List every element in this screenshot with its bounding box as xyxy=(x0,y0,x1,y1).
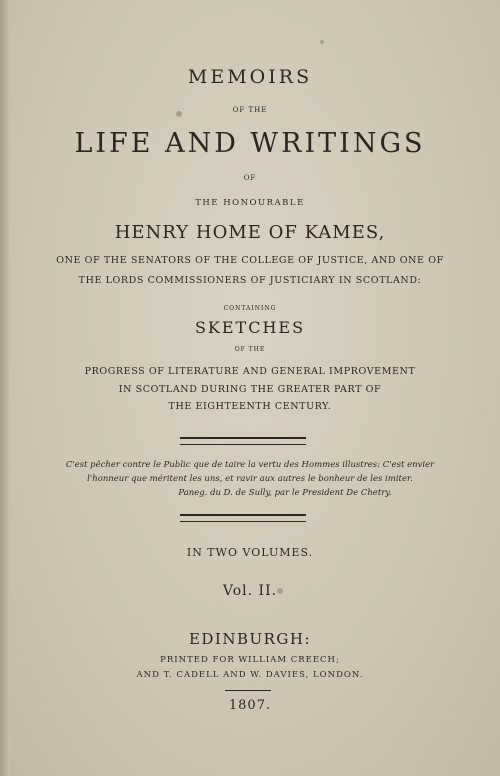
text-edinburgh: EDINBURGH: xyxy=(188,630,312,648)
text-progress-line-2: IN SCOTLAND DURING THE GREATER PART OF xyxy=(118,384,382,395)
text-progress-line-3: THE EIGHTEENTH CENTURY. xyxy=(168,401,332,412)
text-volume-number: Vol. II. xyxy=(222,583,278,599)
heading-author-name: HENRY HOME OF KAMES, xyxy=(114,222,386,243)
foxing-spot xyxy=(320,40,324,44)
text-in-two-volumes: IN TWO VOLUMES. xyxy=(186,546,314,559)
text-containing: CONTAINING xyxy=(223,305,277,312)
heading-life-writings: LIFE AND WRITINGS xyxy=(74,128,426,159)
text-of-the-2: OF THE xyxy=(234,346,266,353)
text-year: 1807. xyxy=(228,698,272,713)
epigraph-line-1: C'est pêcher contre le Public que de taire la vertu des Hommes illustres: C'est envier xyxy=(65,460,435,470)
text-cadell-davies: AND T. CADELL AND W. DAVIES, LONDON. xyxy=(136,670,364,680)
heading-sketches: SKETCHES xyxy=(194,318,306,337)
double-rule-bottom xyxy=(180,514,306,522)
text-the-honourable: THE HONOURABLE xyxy=(195,198,305,208)
text-progress-line-1: PROGRESS OF LITERATURE AND GENERAL IMPROVEMENT xyxy=(84,366,416,377)
foxing-spot xyxy=(277,588,283,594)
short-rule xyxy=(225,690,271,691)
epigraph-attribution: Paneg. du D. de Sully, par le President De Chetry. xyxy=(178,488,392,498)
heading-memoirs: MEMOIRS xyxy=(187,66,313,88)
text-senators-line-2: THE LORDS COMMISSIONERS OF JUSTICIARY IN SCOTLAND: xyxy=(78,275,422,286)
text-printed-for: PRINTED FOR WILLIAM CREECH; xyxy=(160,655,340,665)
text-of: OF xyxy=(243,174,257,182)
text-senators-line-1: ONE OF THE SENATORS OF THE COLLEGE OF JUSTICE, AND ONE OF xyxy=(56,255,444,266)
text-of-the: OF THE xyxy=(232,106,268,114)
double-rule-top xyxy=(180,437,306,445)
foxing-spot xyxy=(176,111,182,117)
epigraph-line-2: l'honneur que méritent les uns, et ravir aux autres le bonheur de les imiter. xyxy=(87,474,413,484)
